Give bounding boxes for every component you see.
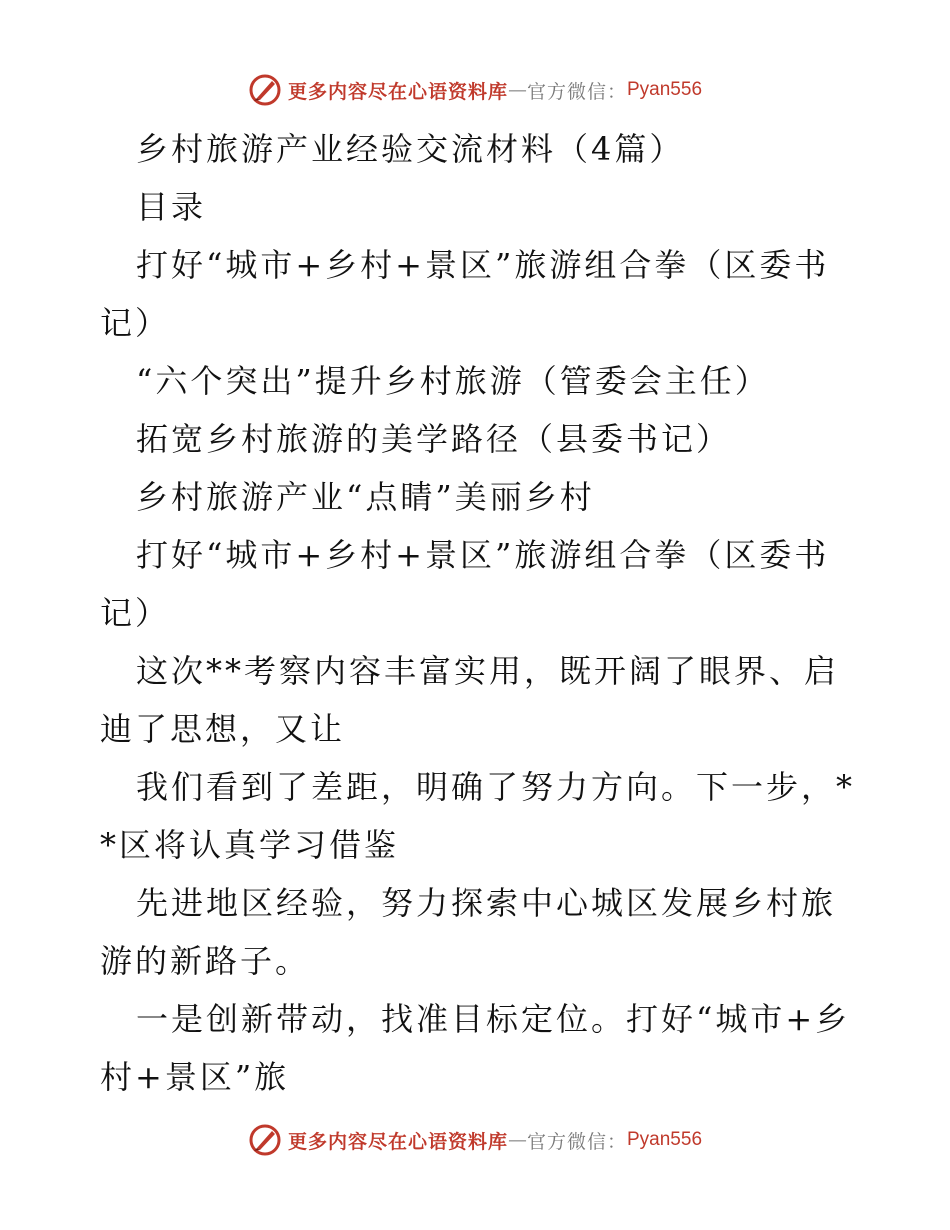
toc-item: 拓宽乡村旅游的美学路径（县委书记）	[136, 420, 732, 458]
banner-separator: —	[507, 1129, 527, 1151]
banner-separator: —	[507, 79, 527, 101]
body-paragraph: 我们看到了差距，明确了努力方向。下一步，**区将认真学习借鉴	[100, 768, 856, 864]
document-title: 乡村旅游产业经验交流材料（4篇）	[136, 130, 685, 168]
brand-name: 更多内容尽在心语资料库	[287, 1130, 508, 1153]
body-paragraph: 一是创新带动，找准目标定位。打好“城市+乡村+景区”旅	[100, 1000, 851, 1096]
header-banner	[0, 70, 950, 110]
toc-item: 打好“城市+乡村+景区”旅游组合拳（区委书记）	[100, 246, 830, 342]
footer-banner	[0, 1120, 950, 1160]
body-paragraph: 先进地区经验，努力探索中心城区发展乡村旅游的新路子。	[100, 884, 837, 980]
toc-item: 乡村旅游产业“点睛”美丽乡村	[136, 478, 595, 516]
wechat-id: Pyan556	[627, 79, 703, 100]
document-body	[100, 120, 860, 1106]
section-heading: 打好“城市+乡村+景区”旅游组合拳（区委书记）	[100, 536, 830, 632]
official-label: 官方微信：	[526, 1130, 627, 1153]
quill-logo-icon	[248, 73, 282, 107]
quill-logo-icon	[248, 1123, 282, 1157]
body-paragraph: 这次**考察内容丰富实用，既开阔了眼界、启迪了思想，又让	[100, 652, 840, 748]
official-label: 官方微信：	[526, 80, 627, 103]
toc-item: “六个突出”提升乡村旅游（管委会主任）	[136, 362, 770, 400]
brand-name: 更多内容尽在心语资料库	[287, 80, 508, 103]
toc-heading: 目录	[136, 188, 207, 226]
wechat-id: Pyan556	[627, 1129, 703, 1150]
